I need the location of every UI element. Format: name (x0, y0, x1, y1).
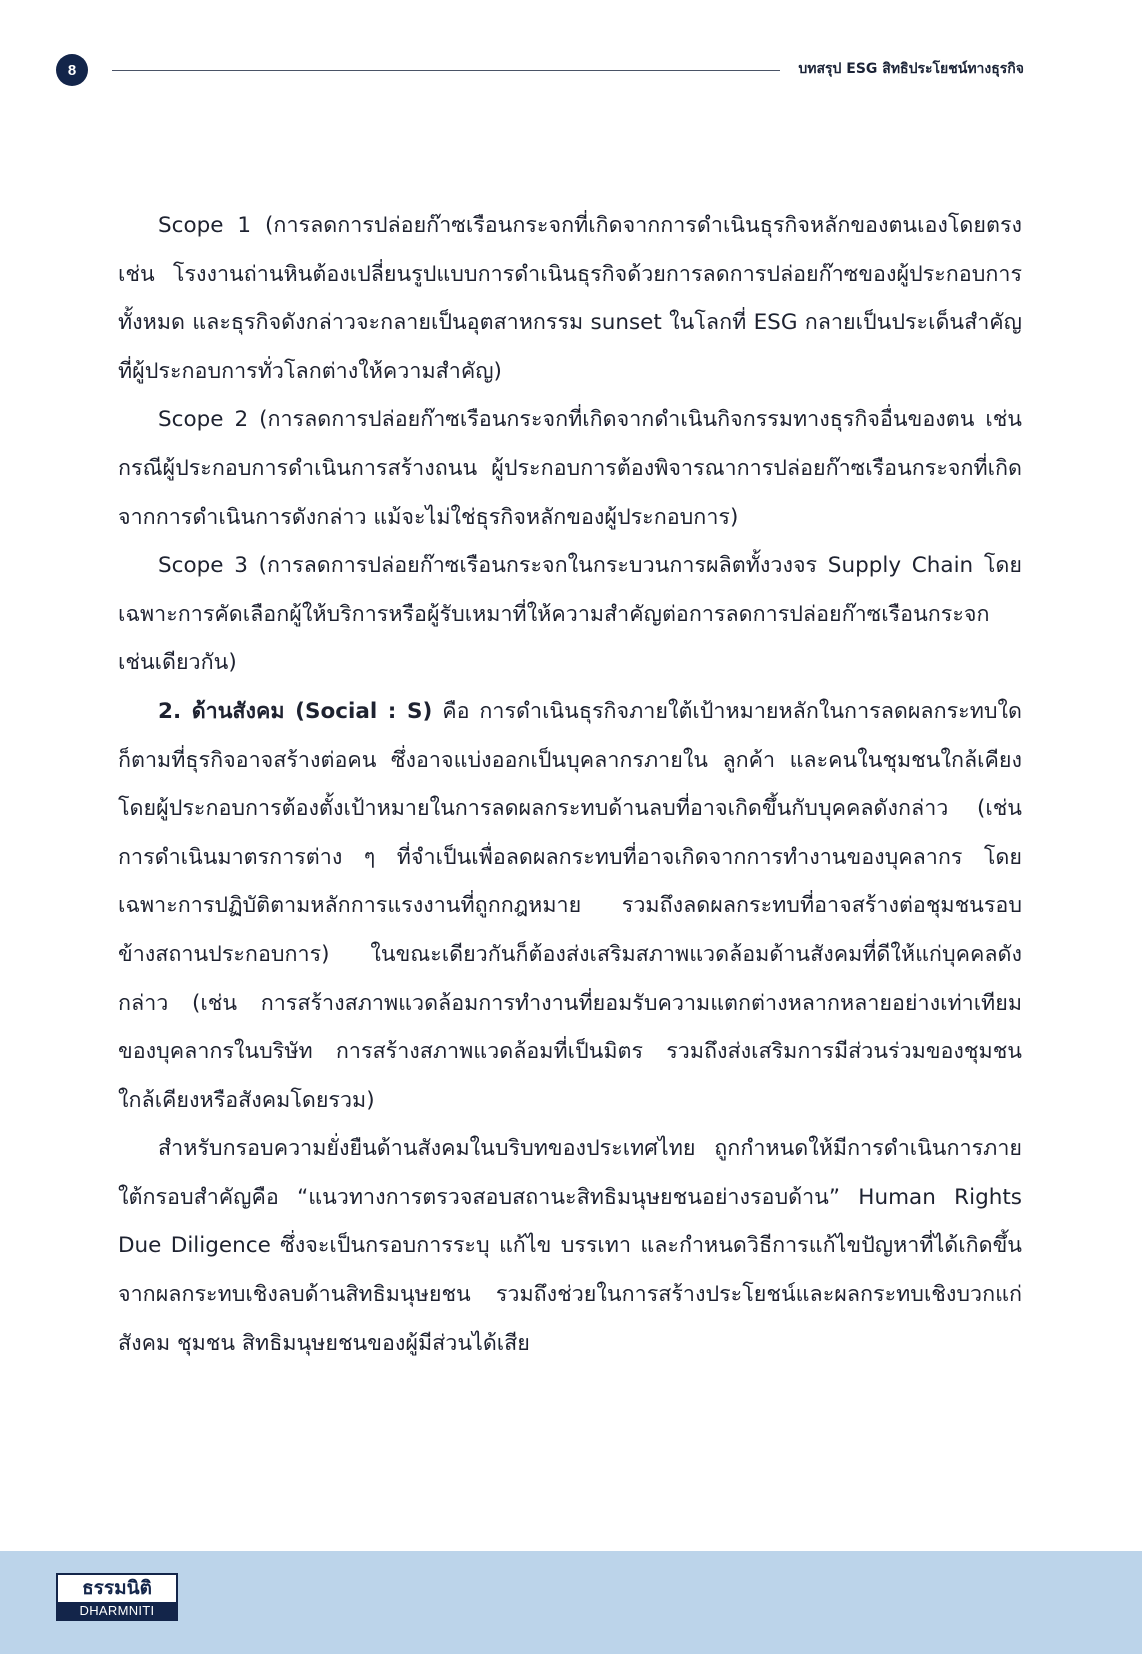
social-text: คือ การดำเนินธุรกิจภายใต้เป้าหมายหลักในการลดผลกระทบใดก็ตามที่ธุรกิจอาจสร้างต่อคน ซึ่งอาจแบ่งออกเป็นบุคลากรภายใน ลูกค้า และคนในชุมชนใกล้เคียง โดยผู้ประกอบการต้องตั้งเป้าหมายในการลดผลกระทบด้านลบที่อาจเกิดขึ้นกับบุคคลดังกล่าว (เช่น การดำเนินมาตรการต่าง ๆ ที่จำเป็นเพื่อลดผลกระทบที่อาจเกิดจากการทำงานของบุคลากร โดยเฉพาะการปฏิบัติตามหลักการแรงงานที่ถูกกฎหมาย รวมถึงลดผลกระทบที่อาจสร้างต่อชุมชนรอบข้างสถานประกอบการ) ในขณะเดียวกันก็ต้องส่งเสริมสภาพแวดล้อมด้านสังคมที่ดีให้แก่บุคคลดังกล่าว (เช่น การสร้างสภาพแวดล้อมการทำงานที่ยอมรับความแตกต่างหลากหลายอย่างเท่าเทียมของบุคลากรในบริษัท การสร้างสภาพแวดล้อมที่เป็นมิตร รวมถึงส่งเสริมการมีส่วนร่วมของชุมชนใกล้เคียงหรือสังคมโดยรวม) (118, 698, 1022, 1113)
logo-english-text: DHARMNITI (58, 1602, 176, 1619)
dharmniti-logo (56, 1573, 178, 1621)
paragraph-scope-1: Scope 1 (การลดการปล่อยก๊าซเรือนกระจกที่เกิดจากการดำเนินธุรกิจหลักของตนเองโดยตรง เช่น โรงงานถ่านหินต้องเปลี่ยนรูปแบบการดำเนินธุรกิจด้วยการลดการปล่อยก๊าซของผู้ประกอบการทั้งหมด และธุรกิจดังกล่าวจะกลายเป็นอุตสาหกรรม sunset ในโลกที่ ESG กลายเป็นประเด็นสำคัญที่ผู้ประกอบการทั่วโลกต่างให้ความสำคัญ) (118, 213, 1022, 384)
paragraph-scope-3: Scope 3 (การลดการปล่อยก๊าซเรือนกระจกในกระบวนการผลิตทั้งวงจร Supply Chain โดยเฉพาะการคัดเลือกผู้ให้บริการหรือผู้รับเหมาที่ให้ความสำคัญต่อการลดการปล่อยก๊าซเรือนกระจกเช่นเดียวกัน) (118, 553, 1022, 676)
logo-thai-text: ธรรมนิติ (82, 1577, 152, 1599)
footer-band (0, 1551, 1142, 1654)
social-heading: 2. ด้านสังคม (Social : S) (158, 698, 433, 724)
paragraph-scope-2: Scope 2 (การลดการปล่อยก๊าซเรือนกระจกที่เกิดจากดำเนินกิจกรรมทางธุรกิจอื่นของตน เช่น กรณีผู้ประกอบการดำเนินการสร้างถนน ผู้ประกอบการต้องพิจารณาการปล่อยก๊าซเรือนกระจกที่เกิดจากการดำเนินการดังกล่าว แม้จะไม่ใช่ธุรกิจหลักของผู้ประกอบการ) (118, 407, 1022, 530)
header-rule (112, 70, 780, 71)
page-number-badge (56, 54, 88, 86)
running-title: บทสรุป ESG สิทธิประโยชน์ทางธุรกิจ (798, 61, 1024, 77)
body-text (118, 202, 1022, 1368)
paragraph-social (118, 688, 1022, 1125)
page-number: 8 (67, 61, 77, 79)
paragraph-thailand-framework: สำหรับกรอบความยั่งยืนด้านสังคมในบริบทของประเทศไทย ถูกกำหนดให้มีการดำเนินการภายใต้กรอบสำคัญคือ “แนวทางการตรวจสอบสถานะสิทธิมนุษยชนอย่างรอบด้าน” Human Rights Due Diligence ซึ่งจะเป็นกรอบการระบุ แก้ไข บรรเทา และกำหนดวิธีการแก้ไขปัญหาที่ได้เกิดขึ้นจากผลกระทบเชิงลบด้านสิทธิมนุษยชน รวมถึงช่วยในการสร้างประโยชน์และผลกระทบเชิงบวกแก่สังคม ชุมชน สิทธิมนุษยชนของผู้มีส่วนได้เสีย (118, 1136, 1022, 1356)
